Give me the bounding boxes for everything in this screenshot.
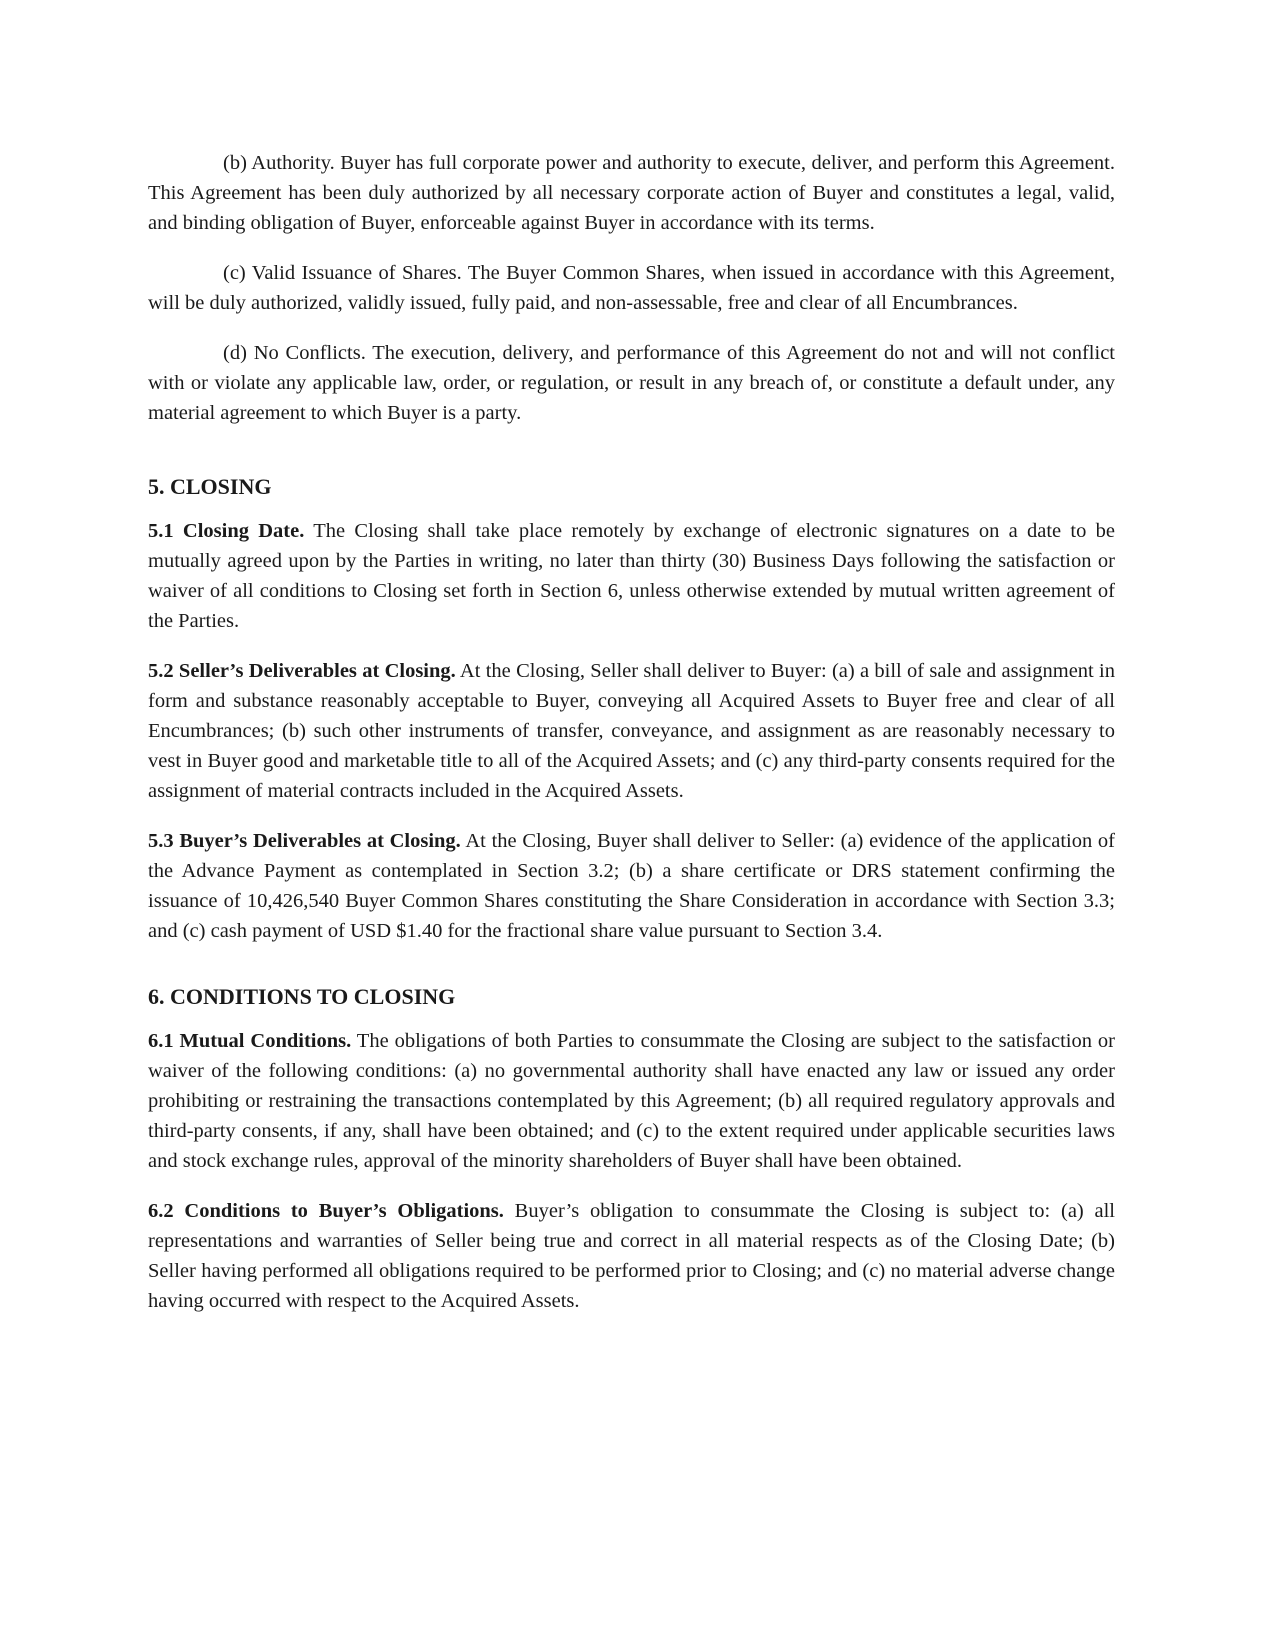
clause-5-1 — [148, 516, 1115, 636]
clause-6-2 — [148, 1196, 1115, 1316]
clause-6-1-title: 6.1 Mutual Conditions. — [148, 1030, 352, 1052]
clause-6-1-body: The obligations of both Parties to consummate the Closing are subject to the satisfaction or waiver of the following conditions: (a) no governmental authority shall have enacted any law or issued any order prohibiting or restraining the transactions contemplated by this Agreement; (b) all required regulatory approvals and third-party consents, if any, shall have been obtained; and (c) to the extent required under applicable securities laws and stock exchange rules, approval of the minority shareholders of Buyer shall have been obtained. — [148, 1030, 1115, 1172]
clause-5-2-title: 5.2 Seller’s Deliverables at Closing. — [148, 660, 456, 682]
paragraph-valid-issuance: (c) Valid Issuance of Shares. The Buyer Common Shares, when issued in accordance with this Agreement, will be duly authorized, validly issued, fully paid, and non-assessable, free and clear of all Encumbrances. — [148, 262, 1115, 314]
clause-6-1 — [148, 1026, 1115, 1176]
clause-5-1-body: The Closing shall take place remotely by exchange of electronic signatures on a date to be mutually agreed upon by the Parties in writing, no later than thirty (30) Business Days following the satisfaction or waiver of all conditions to Closing set forth in Section 6, unless otherwise extended by mutual written agreement of the Parties. — [148, 520, 1115, 632]
document-page — [148, 148, 1115, 1336]
clause-5-2 — [148, 656, 1115, 806]
section-heading-closing: 5. CLOSING — [148, 474, 272, 499]
clause-5-3 — [148, 826, 1115, 946]
clause-5-2-body: At the Closing, Seller shall deliver to Buyer: (a) a bill of sale and assignment in form and substance reasonably acceptable to Buyer, conveying all Acquired Assets to Buyer free and clear of all Encumbrances; (b) such other instruments of transfer, conveyance, and assignment as are reasonably necessary to vest in Buyer good and marketable title to all of the Acquired Assets; and (c) any third-party consents required for the assignment of material contracts included in the Acquired Assets. — [148, 660, 1115, 802]
clause-5-3-title: 5.3 Buyer’s Deliverables at Closing. — [148, 830, 461, 852]
clause-5-1-title: 5.1 Closing Date. — [148, 520, 305, 542]
paragraph-no-conflicts: (d) No Conflicts. The execution, delivery, and performance of this Agreement do not and will not conflict with or violate any applicable law, order, or regulation, or result in any breach of, or constitute a default under, any material agreement to which Buyer is a party. — [148, 342, 1115, 424]
clause-5-3-body: At the Closing, Buyer shall deliver to Seller: (a) evidence of the application of the Advance Payment as contemplated in Section 3.2; (b) a share certificate or DRS statement confirming the issuance of 10,426,540 Buyer Common Shares constituting the Share Consideration in accordance with Section 3.3; and (c) cash payment of USD $1.40 for the fractional share value pursuant to Section 3.4. — [148, 830, 1115, 942]
paragraph-authority: (b) Authority. Buyer has full corporate power and authority to execute, deliver, and perform this Agreement. This Agreement has been duly authorized by all necessary corporate action of Buyer and constitutes a legal, valid, and binding obligation of Buyer, enforceable against Buyer in accordance with its terms. — [148, 152, 1115, 234]
section-heading-conditions: 6. CONDITIONS TO CLOSING — [148, 984, 456, 1009]
clause-6-2-title: 6.2 Conditions to Buyer’s Obligations. — [148, 1200, 504, 1222]
clause-6-2-body: Buyer’s obligation to consummate the Closing is subject to: (a) all representations and warranties of Seller being true and correct in all material respects as of the Closing Date; (b) Seller having performed all obligations required to be performed prior to Closing; and (c) no material adverse change having occurred with respect to the Acquired Assets. — [148, 1200, 1116, 1312]
